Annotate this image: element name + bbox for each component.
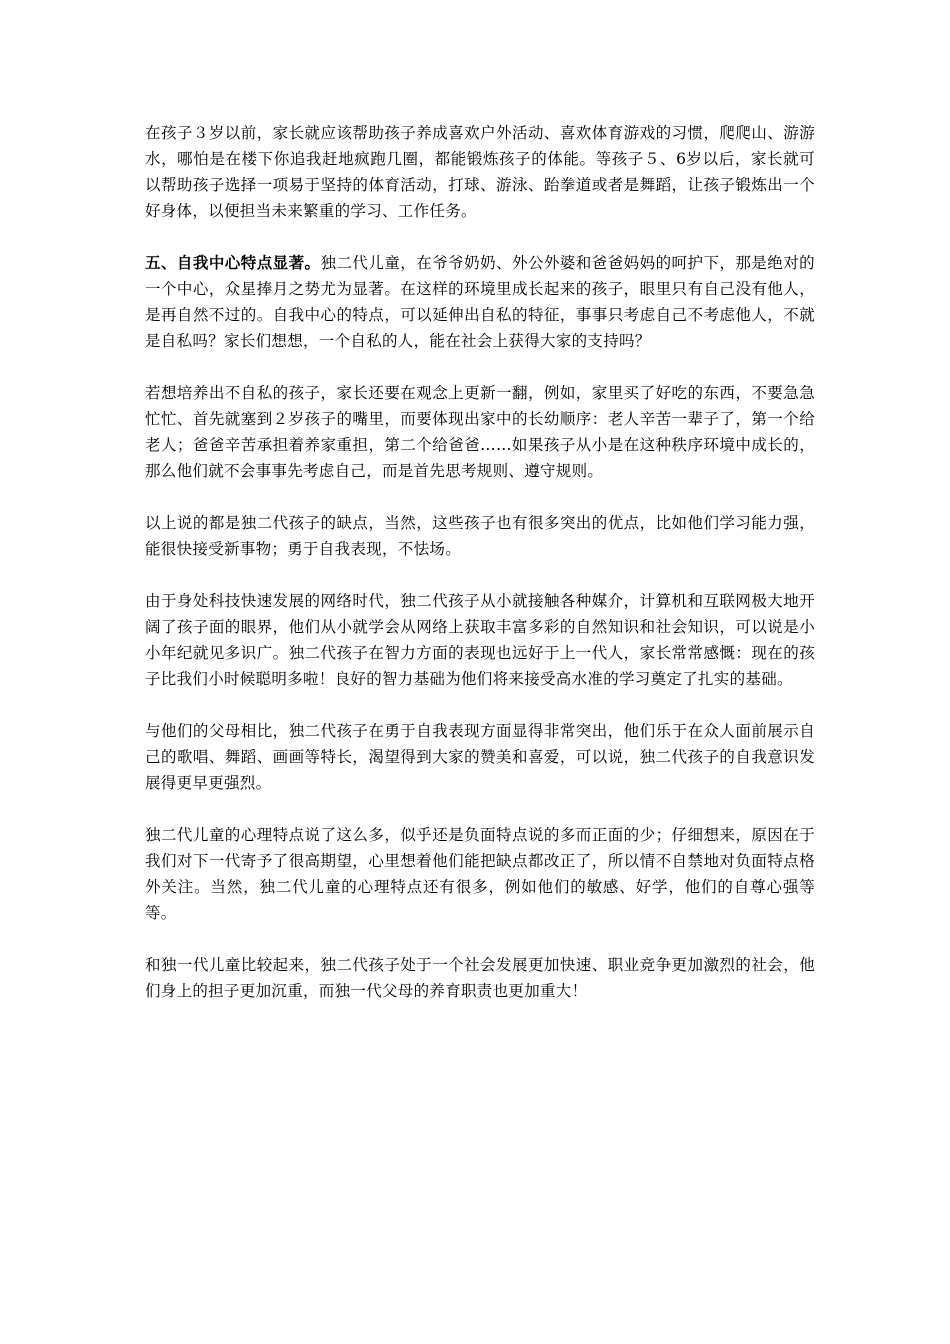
paragraph-1 — [145, 120, 815, 224]
paragraph-3-text: 若想培养出不自私的孩子，家长还要在观念上更新一翻，例如，家里买了好吃的东西，不要急急忙忙、首先就塞到２岁孩子的嘴里，而要体现出家中的长幼顺序：老人辛苦一辈子了，第一个给老人；爸爸辛苦承担着养家重担，第二个给爸爸……如果孩子从小是在这种秩序环境中成长的，那么他们就不会事事先考虑自己，而是首先思考规则、遵守规则。 — [145, 384, 815, 480]
paragraph-8-text: 和独一代儿童比较起来，独二代孩子处于一个社会发展更加快速、职业竞争更加激烈的社会，他们身上的担子更加沉重，而独一代父母的养育职责也更加重大！ — [145, 956, 815, 1000]
paragraph-2 — [145, 250, 815, 354]
paragraph-6 — [145, 718, 815, 796]
section-heading-5: 五、自我中心特点显著。 — [145, 253, 321, 272]
paragraph-7-text: 独二代儿童的心理特点说了这么多，似乎还是负面特点说的多而正面的少；仔细想来，原因在于我们对下一代寄予了很高期望，心里想着他们能把缺点都改正了，所以情不自禁地对负面特点格外关注。当然，独二代儿童的心理特点还有很多，例如他们的敏感、好学，他们的自尊心强等等。 — [145, 826, 815, 922]
paragraph-1-text: 在孩子３岁以前，家长就应该帮助孩子养成喜欢户外活动、喜欢体育游戏的习惯，爬爬山、游游水，哪怕是在楼下你追我赶地疯跑几圈，都能锻炼孩子的体能。等孩子５、6岁以后，家长就可以帮助孩子选择一项易于坚持的体育活动，打球、游泳、跆拳道或者是舞蹈，让孩子锻炼出一个好身体，以便担当未来繁重的学习、工作任务。 — [145, 124, 815, 220]
paragraph-8 — [145, 952, 815, 1004]
paragraph-5-text: 由于身处科技快速发展的网络时代，独二代孩子从小就接触各种媒介，计算机和互联网极大地开阔了孩子面的眼界，他们从小就学会从网络上获取丰富多彩的自然知识和社会知识，可以说是小小年纪就见多识广。独二代孩子在智力方面的表现也远好于上一代人，家长常常感慨：现在的孩子比我们小时候聪明多啦！良好的智力基础为他们将来接受高水准的学习奠定了扎实的基础。 — [145, 592, 815, 688]
paragraph-4 — [145, 510, 815, 562]
paragraph-5 — [145, 588, 815, 692]
paragraph-2-text: 独二代儿童，在爷爷奶奶、外公外婆和爸爸妈妈的呵护下，那是绝对的一个中心，众星捧月之势尤为显著。在这样的环境里成长起来的孩子，眼里只有自己没有他人，是再自然不过的。自我中心的特点，可以延伸出自私的特征，事事只考虑自己不考虑他人，不就是自私吗？家长们想想，一个自私的人，能在社会上获得大家的支持吗？ — [145, 254, 815, 350]
paragraph-4-text: 以上说的都是独二代孩子的缺点，当然，这些孩子也有很多突出的优点，比如他们学习能力强，能很快接受新事物；勇于自我表现，不怯场。 — [145, 514, 815, 558]
document-page — [145, 120, 815, 1030]
paragraph-6-text: 与他们的父母相比，独二代孩子在勇于自我表现方面显得非常突出，他们乐于在众人面前展示自己的歌唱、舞蹈、画画等特长，渴望得到大家的赞美和喜爱，可以说，独二代孩子的自我意识发展得更早更强烈。 — [145, 722, 815, 792]
paragraph-7 — [145, 822, 815, 926]
paragraph-3 — [145, 380, 815, 484]
